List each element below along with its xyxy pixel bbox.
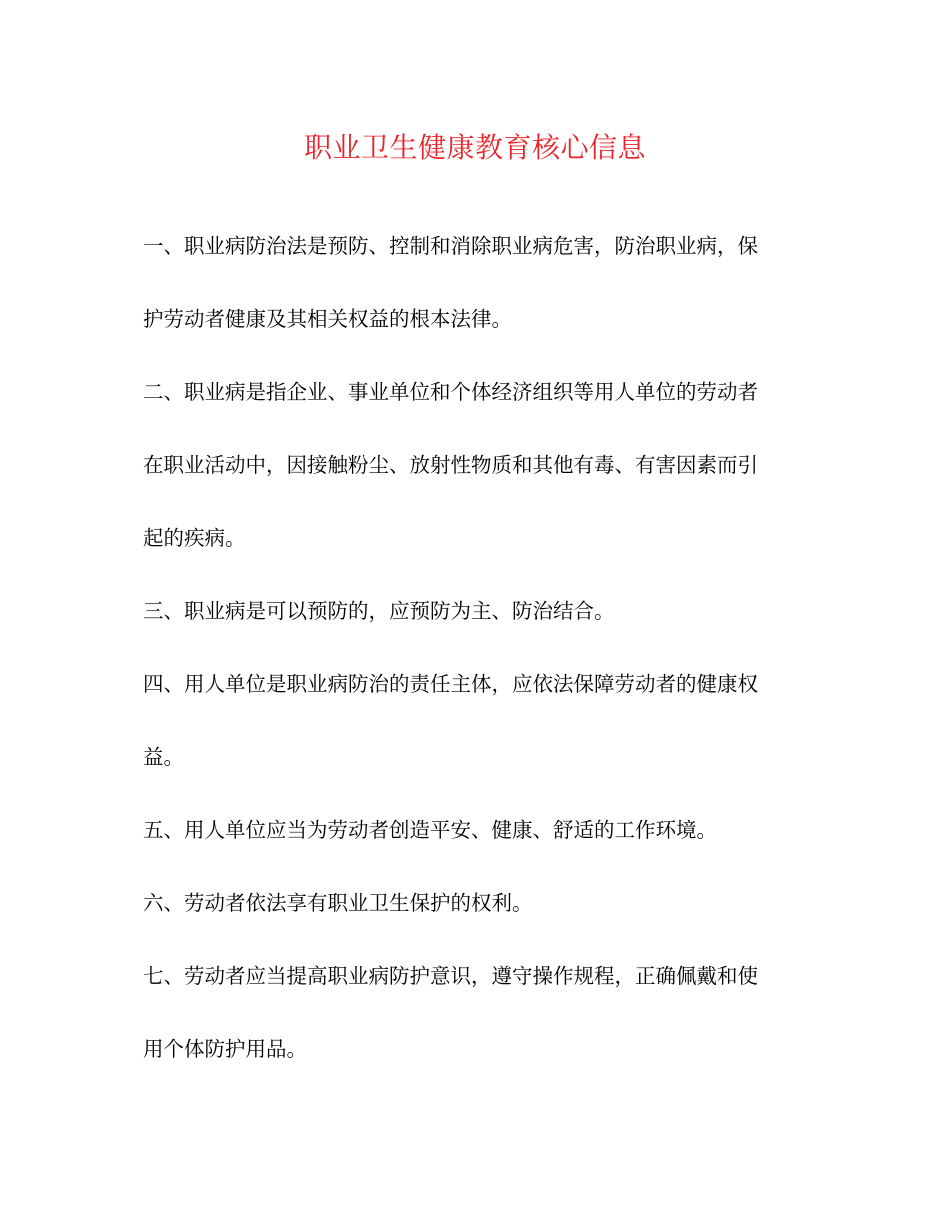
- paragraph-line: 在职业活动中，因接触粉尘、放射性物质和其他有毒、有害因素而引: [143, 453, 758, 477]
- paragraph-line: 三、职业病是可以预防的，应预防为主、防治结合。: [143, 599, 615, 623]
- paragraph-line: 四、用人单位是职业病防治的责任主体，应依法保障劳动者的健康权: [143, 672, 758, 696]
- document-body: [143, 210, 803, 1086]
- paragraph-line: 起的疾病。: [143, 526, 246, 550]
- paragraph-4: [143, 648, 803, 794]
- paragraph-line: 护劳动者健康及其相关权益的根本法律。: [143, 307, 512, 331]
- paragraph-line: 六、劳动者依法享有职业卫生保护的权利。: [143, 891, 533, 915]
- paragraph-line: 七、劳动者应当提高职业病防护意识，遵守操作规程，正确佩戴和使: [143, 964, 758, 988]
- paragraph-line: 二、职业病是指企业、事业单位和个体经济组织等用人单位的劳动者: [143, 380, 758, 404]
- paragraph-6: [143, 867, 803, 940]
- paragraph-2: [143, 356, 803, 575]
- paragraph-line: 益。: [143, 745, 184, 769]
- paragraph-1: [143, 210, 803, 356]
- paragraph-line: 一、职业病防治法是预防、控制和消除职业病危害，防治职业病，保: [143, 234, 758, 258]
- paragraph-line: 五、用人单位应当为劳动者创造平安、健康、舒适的工作环境。: [143, 818, 717, 842]
- paragraph-3: [143, 575, 803, 648]
- paragraph-7: [143, 940, 803, 1086]
- document-title: 职业卫生健康教育核心信息: [303, 131, 646, 164]
- paragraph-5: [143, 794, 803, 867]
- paragraph-line: 用个体防护用品。: [143, 1037, 307, 1061]
